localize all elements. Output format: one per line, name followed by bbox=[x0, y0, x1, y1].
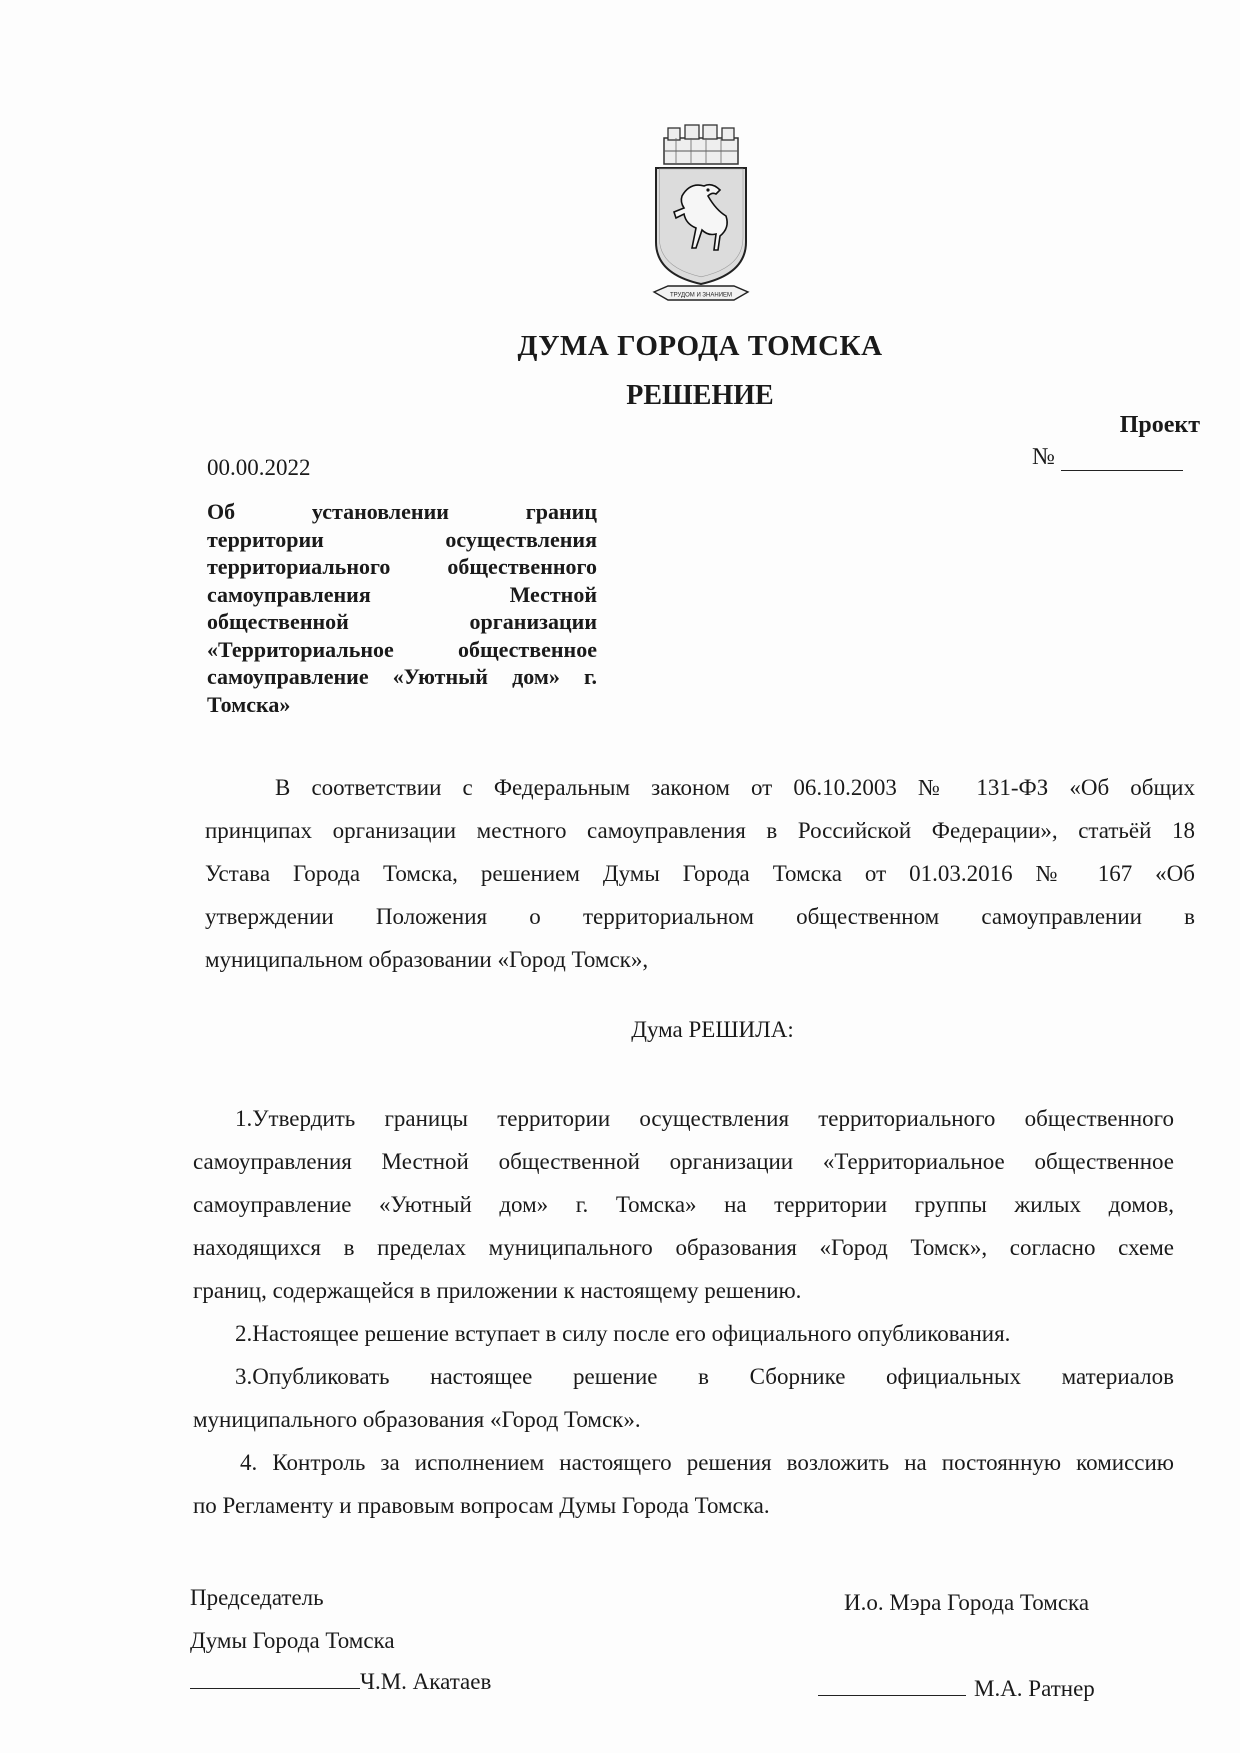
signer-left-title-2: Думы Города Томска bbox=[190, 1628, 395, 1653]
subject-line: «Территориальное общественное bbox=[207, 636, 597, 662]
doc-type-title: РЕШЕНИЕ bbox=[626, 380, 774, 411]
preamble-line: утверждении Положения о территориальном общественном самоуправлении в bbox=[205, 904, 1195, 929]
item-1-line: границ, содержащейся в приложении к настоящему решению. bbox=[193, 1278, 802, 1303]
preamble-line: принципах организации местного самоуправления в Российской Федерации», статьёй 18 bbox=[205, 818, 1195, 843]
signer-right-signature bbox=[818, 1675, 1095, 1702]
number-label: № bbox=[1032, 444, 1055, 470]
document-subject bbox=[207, 498, 597, 718]
svg-text:ТРУДОМ И ЗНАНИЕМ: ТРУДОМ И ЗНАНИЕМ bbox=[669, 292, 733, 299]
signer-left-name: Ч.М. Акатаев bbox=[360, 1669, 492, 1694]
item-4-line: 4. Контроль за исполнением настоящего решения возложить на постоянную комиссию bbox=[240, 1450, 1174, 1475]
subject-line: самоуправление «Уютный дом» г. bbox=[207, 664, 597, 689]
signer-left-signature bbox=[190, 1668, 491, 1695]
decree-label: Дума РЕШИЛА: bbox=[631, 1017, 794, 1042]
subject-line: территориального общественного bbox=[207, 554, 597, 579]
signature-line-left bbox=[190, 1668, 360, 1689]
preamble-line: муниципальном образовании «Город Томск», bbox=[205, 947, 649, 972]
item-1-line: находящихся в пределах муниципального образования «Город Томск», согласно схеме bbox=[193, 1235, 1174, 1260]
document-date: 00.00.2022 bbox=[207, 455, 311, 480]
draft-label: Проект bbox=[1119, 412, 1200, 438]
item-1-line: 1.Утвердить границы территории осуществления территориального общественного bbox=[235, 1106, 1174, 1131]
org-title: ДУМА ГОРОДА ТОМСКА bbox=[517, 330, 883, 362]
subject-line: самоуправления Местной bbox=[207, 581, 597, 607]
item-4-line: по Регламенту и правовым вопросам Думы Города Томска. bbox=[193, 1493, 770, 1518]
subject-line: Об установлении границ bbox=[207, 499, 597, 524]
subject-line: общественной организации bbox=[207, 609, 597, 634]
item-1-line: самоуправление «Уютный дом» г. Томска» на территории группы жилых домов, bbox=[193, 1192, 1174, 1217]
subject-line: территории осуществления bbox=[207, 526, 597, 552]
preamble bbox=[205, 766, 1195, 981]
subject-line: Томска» bbox=[207, 691, 291, 717]
item-3-line: 3.Опубликовать настоящее решение в Сборнике официальных материалов bbox=[235, 1364, 1174, 1389]
number-blank bbox=[1061, 448, 1183, 471]
signer-right-name: М.А. Ратнер bbox=[974, 1676, 1095, 1701]
tomsk-coat-of-arms-icon bbox=[646, 124, 756, 308]
item-1-line: самоуправления Местной общественной организации «Территориальное общественное bbox=[193, 1149, 1174, 1174]
item-3-line: муниципального образования «Город Томск». bbox=[193, 1407, 641, 1432]
signature-line-right bbox=[818, 1675, 966, 1696]
preamble-line: В соответствии с Федеральным законом от 06.10.2003 № 131-ФЗ «Об общих bbox=[275, 775, 1195, 800]
document-number bbox=[1032, 444, 1183, 471]
item-2: 2.Настоящее решение вступает в силу после его официального опубликования. bbox=[235, 1321, 1011, 1346]
signer-left-title-1: Председатель bbox=[190, 1585, 324, 1610]
preamble-line: Устава Города Томска, решением Думы Города Томска от 01.03.2016 № 167 «Об bbox=[205, 861, 1195, 886]
signer-right-title: И.о. Мэра Города Томска bbox=[844, 1590, 1090, 1615]
decision-items bbox=[193, 1097, 1174, 1527]
